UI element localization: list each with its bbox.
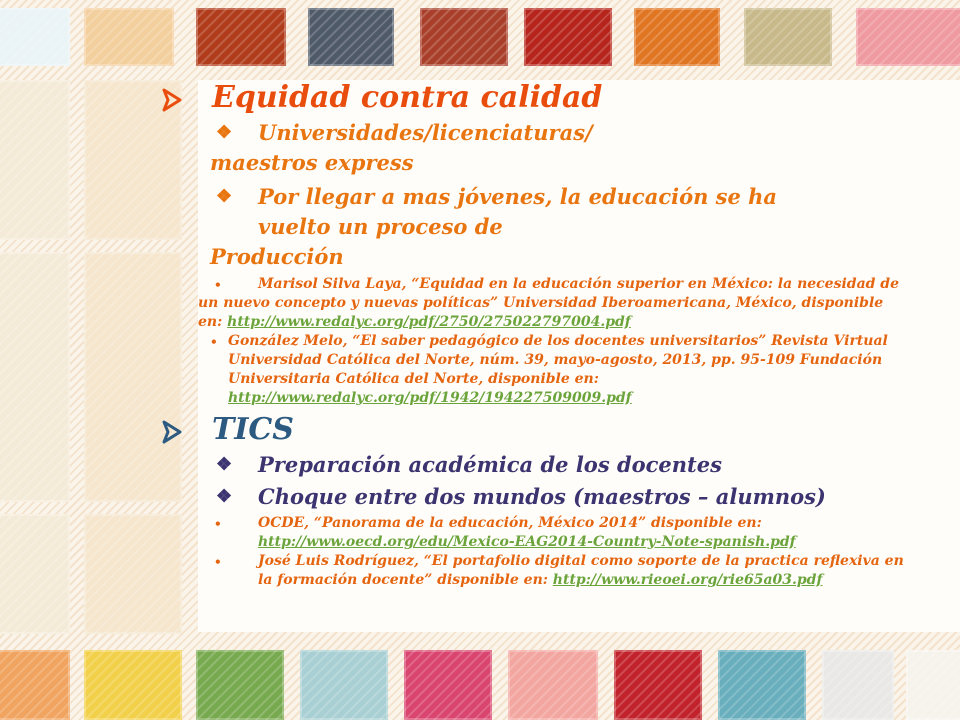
- reference-prefix: en:: [198, 314, 228, 330]
- reference-gonzalez-l3: Universitaria Católica del Norte, disponible en:: [228, 371, 599, 387]
- reference-ocde: OCDE, “Panorama de la educación, México 2014” disponible en:: [258, 515, 762, 531]
- tile: [906, 650, 960, 720]
- tile: [196, 8, 286, 66]
- tile: [308, 8, 394, 66]
- bullet-preparacion: Preparación académica de los docentes: [258, 452, 722, 477]
- side-tile: [84, 252, 182, 502]
- dot-bullet-icon: •: [214, 278, 222, 292]
- bullet-produccion: Por llegar a mas jóvenes, la educación se ha: [258, 184, 778, 209]
- reference-silva: Marisol Silva Laya, “Equidad en la educación superior en México: la necesidad de: [258, 276, 900, 292]
- bullet-universidades: Universidades/licenciaturas/: [258, 120, 593, 145]
- diamond-bullet-icon: ❖: [216, 454, 233, 475]
- tile: [744, 8, 832, 66]
- tile: [404, 650, 492, 720]
- side-tile: [0, 80, 70, 240]
- tile: [718, 650, 806, 720]
- side-tile: [0, 514, 70, 634]
- tile: [420, 8, 508, 66]
- arrow-bullet-icon: [162, 88, 182, 116]
- tile: [634, 8, 720, 66]
- dot-bullet-icon: •: [210, 335, 218, 349]
- reference-ocde-link-line: [258, 534, 796, 550]
- reference-silva-link-line: [198, 314, 631, 330]
- reference-gonzalez-link-line: [228, 390, 632, 406]
- dot-bullet-icon: •: [214, 517, 222, 531]
- bullet-universidades-cont: maestros express: [210, 150, 414, 175]
- bullet-produccion-cont: vuelto un proceso de: [258, 214, 503, 239]
- tile: [300, 650, 388, 720]
- side-tile: [84, 514, 182, 634]
- reference-link[interactable]: http://www.oecd.org/edu/Mexico-EAG2014-Country-Note-spanish.pdf: [258, 534, 796, 550]
- diamond-bullet-icon: ❖: [216, 186, 233, 207]
- reference-link[interactable]: http://www.redalyc.org/pdf/1942/194227509009.pdf: [228, 390, 632, 406]
- reference-prefix: la formación docente” disponible en:: [258, 572, 553, 588]
- reference-rodriguez: José Luis Rodríguez, “El portafolio digital como soporte de la practica reflexiva en: [258, 553, 904, 569]
- side-tile: [0, 252, 70, 502]
- reference-link[interactable]: http://www.rieoei.org/rie65a03.pdf: [552, 572, 823, 588]
- bullet-choque: Choque entre dos mundos (maestros – alumnos): [258, 484, 826, 509]
- reference-gonzalez-l2: Universidad Católica del Norte, núm. 39, mayo-agosto, 2013, pp. 95-109 Fundación: [228, 352, 883, 368]
- tile: [84, 650, 182, 720]
- tile: [0, 650, 70, 720]
- tile: [196, 650, 284, 720]
- tile: [524, 8, 612, 66]
- reference-link[interactable]: http://www.redalyc.org/pdf/2750/275022797004.pdf: [227, 314, 631, 330]
- section-title-tics: TICS: [212, 412, 294, 447]
- dot-bullet-icon: •: [214, 555, 222, 569]
- bullet-produccion-word: Producción: [210, 244, 344, 269]
- reference-rodriguez-link-line: [258, 572, 822, 588]
- reference-silva-cont: un nuevo concepto y nuevas políticas” Universidad Iberoamericana, México, disponible: [198, 295, 884, 311]
- section-title-equidad: Equidad contra calidad: [212, 80, 603, 115]
- tile: [856, 8, 960, 66]
- tile: [0, 8, 70, 66]
- tile: [508, 650, 598, 720]
- diamond-bullet-icon: ❖: [216, 122, 233, 143]
- tile: [84, 8, 174, 66]
- reference-gonzalez-l1: González Melo, “El saber pedagógico de los docentes universitarios” Revista Virtual: [228, 333, 888, 349]
- tile: [614, 650, 702, 720]
- diamond-bullet-icon: ❖: [216, 486, 233, 507]
- arrow-bullet-icon: [162, 420, 182, 448]
- tile: [822, 650, 894, 720]
